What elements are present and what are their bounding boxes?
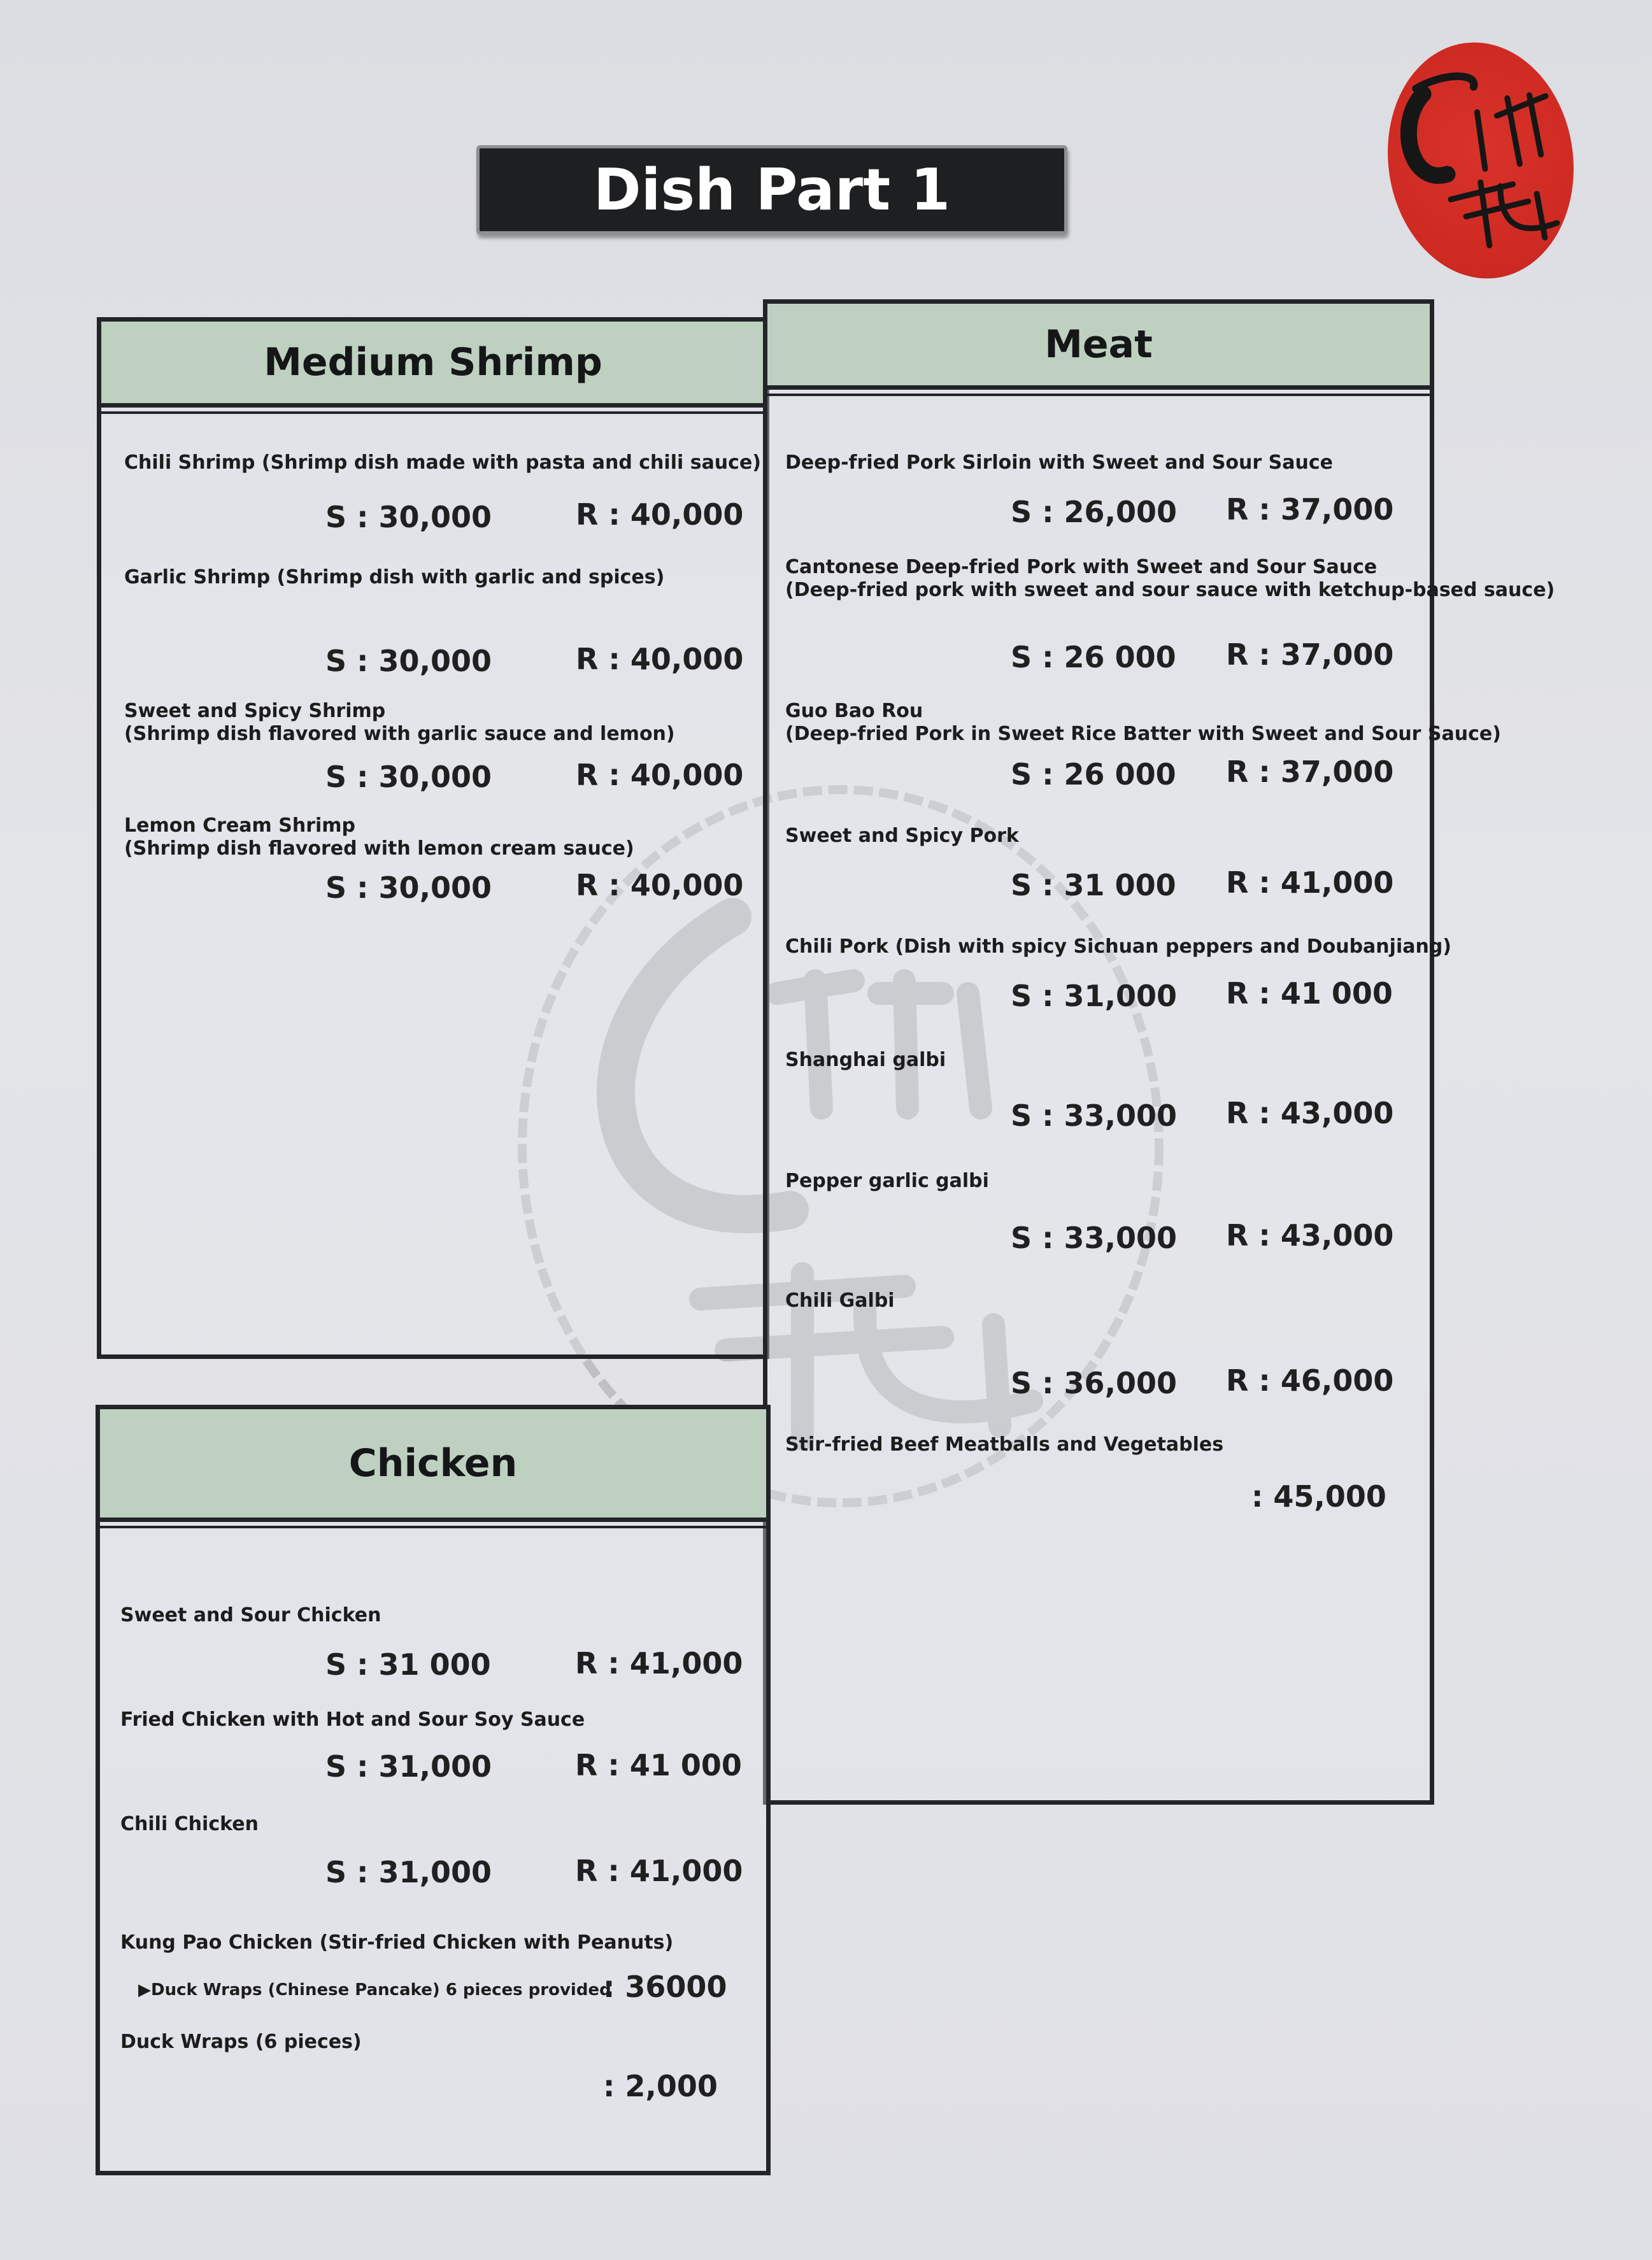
small-price: S : 30,000 [325, 644, 492, 678]
menu-item-name: Lemon Cream Shrimp [124, 814, 356, 837]
menu-item-name: Chili Pork (Dish with spicy Sichuan peppers and Doubanjiang) [785, 935, 1452, 958]
regular-price: R : 41,000 [1226, 865, 1394, 900]
header-divider [101, 411, 765, 414]
menu-item-name: Cantonese Deep-fried Pork with Sweet and Sour Sauce [785, 556, 1378, 578]
small-price: S : 31 000 [1011, 868, 1176, 902]
menu-item-name: Guo Bao Rou [785, 700, 923, 722]
regular-price: R : 46,000 [1226, 1363, 1394, 1398]
regular-price: R : 40,000 [576, 642, 744, 676]
menu-item-name: Kung Pao Chicken (Stir-fried Chicken with Peanuts) [120, 1931, 674, 1954]
regular-price: R : 37,000 [1226, 755, 1394, 789]
meat-section-header: Meat [767, 304, 1430, 390]
regular-price: R : 41 000 [1226, 976, 1393, 1011]
small-price: S : 33,000 [1011, 1221, 1178, 1255]
header-divider [767, 394, 1430, 396]
small-price: S : 31,000 [325, 1749, 492, 1784]
small-price: S : 31,000 [325, 1855, 492, 1889]
small-price: S : 26 000 [1011, 757, 1176, 792]
regular-price: R : 40,000 [576, 868, 744, 902]
single-price: : 2,000 [603, 2069, 718, 2103]
menu-item-description: (Deep-fried pork with sweet and sour sauce with ketchup-based sauce) [785, 579, 1555, 601]
small-price: S : 30,000 [325, 500, 492, 534]
chicken-section-header: Chicken [100, 1409, 766, 1522]
menu-item-name: Sweet and Sour Chicken [120, 1604, 381, 1626]
menu-item-name: Stir-fried Beef Meatballs and Vegetables [785, 1433, 1224, 1456]
menu-item-description: (Deep-fried Pork in Sweet Rice Batter with Sweet and Sour Sauce) [785, 723, 1501, 745]
menu-item-description: (Shrimp dish flavored with lemon cream sauce) [124, 837, 634, 860]
regular-price: R : 37,000 [1226, 492, 1394, 527]
regular-price: R : 40,000 [576, 497, 744, 532]
small-price: S : 31,000 [1011, 979, 1178, 1013]
regular-price: R : 41 000 [575, 1748, 742, 1782]
menu-item-name: Pepper garlic galbi [785, 1170, 989, 1192]
single-price: : 36000 [603, 1970, 727, 2004]
chicken-section [96, 1405, 771, 2175]
regular-price: R : 43,000 [1226, 1096, 1394, 1130]
menu-item-name: Sweet and Spicy Pork [785, 825, 1019, 847]
single-price: : 45,000 [1251, 1479, 1386, 1514]
small-price: S : 26 000 [1011, 640, 1176, 674]
header-divider [100, 1526, 766, 1528]
logo-calligraphy-icon [1373, 31, 1589, 291]
menu-item-name: Sweet and Spicy Shrimp [124, 700, 386, 722]
small-price: S : 30,000 [325, 871, 492, 905]
regular-price: R : 37,000 [1226, 637, 1394, 672]
menu-item-name: Garlic Shrimp (Shrimp dish with garlic and spices) [124, 566, 665, 588]
regular-price: R : 41,000 [575, 1646, 743, 1681]
page-title: Dish Part 1 [476, 145, 1067, 234]
menu-item-description: (Shrimp dish flavored with garlic sauce and lemon) [124, 723, 675, 745]
small-price: S : 33,000 [1011, 1098, 1178, 1133]
menu-item-name: Deep-fried Pork Sirloin with Sweet and Sour Sauce [785, 451, 1333, 474]
shrimp-section [97, 317, 769, 1359]
restaurant-logo-stamp [1373, 31, 1589, 291]
menu-item-name: Shanghai galbi [785, 1049, 946, 1071]
small-price: S : 30,000 [325, 760, 492, 794]
menu-item-note: ▶Duck Wraps (Chinese Pancake) 6 pieces provided [138, 1980, 611, 2000]
menu-item-name: Chili Galbi [785, 1290, 895, 1312]
small-price: S : 26,000 [1011, 495, 1178, 529]
meat-section [763, 299, 1555, 1805]
menu-item-name: Chili Chicken [120, 1813, 259, 1835]
regular-price: R : 41,000 [575, 1854, 743, 1888]
regular-price: R : 40,000 [576, 758, 744, 792]
small-price: S : 36,000 [1011, 1366, 1178, 1400]
menu-item-name: Chili Shrimp (Shrimp dish made with pasta and chili sauce) [124, 451, 762, 474]
shrimp-section-header: Medium Shrimp [101, 322, 765, 408]
regular-price: R : 43,000 [1226, 1218, 1394, 1253]
menu-item-name: Duck Wraps (6 pieces) [120, 2031, 362, 2053]
small-price: S : 31 000 [325, 1647, 491, 1682]
menu-item-name: Fried Chicken with Hot and Sour Soy Sauce [120, 1709, 585, 1731]
